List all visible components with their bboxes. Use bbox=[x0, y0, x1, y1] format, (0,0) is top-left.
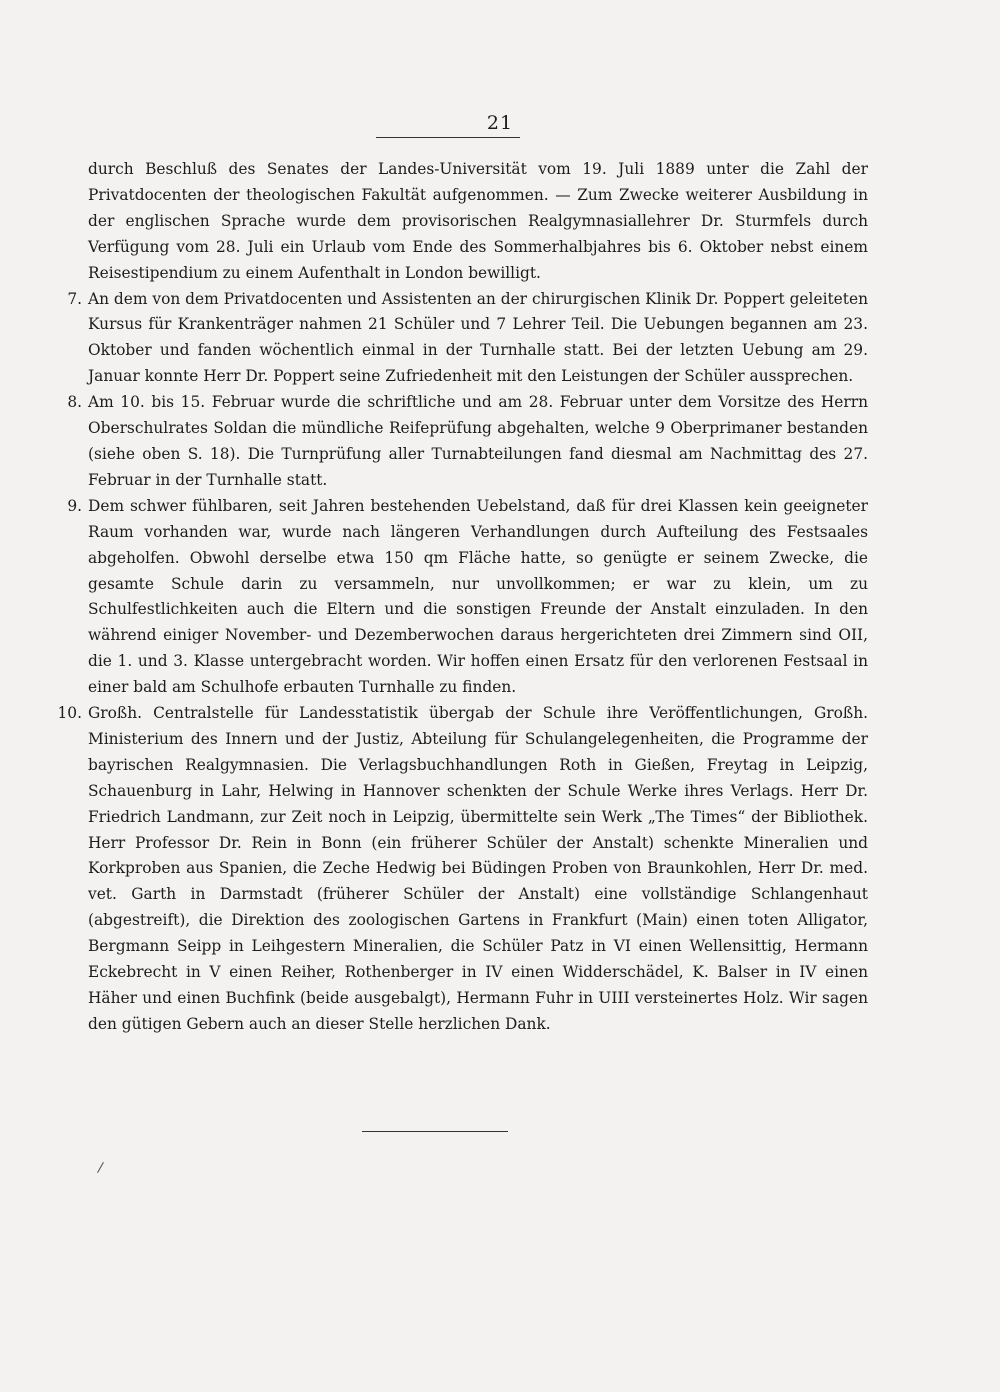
list-item-7 bbox=[67, 287, 868, 391]
list-item-10 bbox=[57, 701, 868, 1038]
item-text: Großh. Centralstelle für Landesstatistik übergab der Schule ihre Veröffentlichungen, Großh. Ministerium des Innern und der Justiz, Abteilung für Schulangelegenheiten, die Programme der bayrischen Realgymnasien. Die Verlagsbuchhandlungen Roth in Gießen, Freytag in Leipzig, Schauenburg in Lahr, Helwing in Hannover schenkten der Schule Werke ihres Verlags. Herr Dr. Friedrich Landmann, zur Zeit noch in Leipzig, übermittelte sein Werk „The Times“ der Bibliothek. Herr Professor Dr. Rein in Bonn (ein früherer Schüler der Anstalt) schenkte Mineralien und Korkproben aus Spanien, die Zeche Hedwig bei Büdingen Proben von Braunkohlen, Herr Dr. med. vet. Garth in Darmstadt (früherer Schüler der Anstalt) eine vollständige Schlangenhaut (abgestreift), die Direktion des zoologischen Gartens in Frankfurt (Main) einen toten Alligator, Bergmann Seipp in Leihgestern Mineralien, die Schüler Patz in VI einen Wellensittig, Hermann Eckebrecht in V einen Reiher, Rothenberger in IV einen Widderschädel, K. Balser in IV einen Häher und einen Buchfink (beide ausgebalgt), Hermann Fuhr in UIII versteinertes Holz. Wir sagen den gütigen Gebern auch an dieser Stelle herzlichen Dank. bbox=[88, 704, 868, 1033]
item-number: 7. bbox=[67, 289, 82, 308]
intro-paragraph: durch Beschluß des Senates der Landes-Universität vom 19. Juli 1889 unter die Zahl der Privatdocenten der theologischen Fakultät aufgenommen. — Zum Zwecke weiterer Ausbildung in der englischen Sprache wurde dem provisorischen Realgymnasiallehrer Dr. Sturmfels durch Verfügung vom 28. Juli ein Urlaub vom Ende des Sommerhalbjahres bis 6. Oktober nebst einem Reisestipendium zu einem Aufenthalt in London bewilligt. bbox=[88, 160, 868, 282]
item-text: Dem schwer fühlbaren, seit Jahren bestehenden Uebelstand, daß für drei Klassen kein geeigneter Raum vorhanden war, wurde nach längeren Verhandlungen durch Aufteilung des Festsaales abgeholfen. Obwohl derselbe etwa 150 qm Fläche hatte, so genügte er seinem Zwecke, die gesamte Schule darin zu versammeln, nur unvollkommen; er war zu klein, um zu Schulfestlichkeiten auch die Eltern und die sonstigen Freunde der Anstalt einzuladen. In den während einiger November- und Dezemberwochen daraus hergerichteten drei Zimmern sind OII, die 1. und 3. Klasse untergebracht worden. Wir hoffen einen Ersatz für den verlorenen Festsaal in einer bald am Schulhofe erbauten Turnhalle zu finden. bbox=[88, 496, 868, 697]
item-number: 9. bbox=[67, 496, 82, 515]
item-number: 8. bbox=[67, 393, 82, 412]
stray-pen-mark: / bbox=[96, 1159, 105, 1177]
page-number: 21 bbox=[486, 112, 514, 134]
item-text: Am 10. bis 15. Februar wurde die schriftliche und am 28. Februar unter dem Vorsitze des Herrn Oberschulrates Soldan die mündliche Reifeprüfung abgehalten, welche 9 Oberprimaner bestanden (siehe oben S. 18). Die Turnprüfung aller Turnabteilungen fand diesmal am Nachmittag des 27. Februar in der Turnhalle statt. bbox=[88, 393, 868, 489]
header-rule bbox=[376, 137, 520, 138]
list-item-8 bbox=[67, 390, 868, 494]
item-text: An dem von dem Privatdocenten und Assistenten an der chirurgischen Klinik Dr. Poppert geleiteten Kursus für Krankenträger nahmen 21 Schüler und 7 Lehrer Teil. Die Uebungen begannen am 23. Oktober und fanden wöchentlich einmal in der Turnhalle statt. Bei der letzten Uebung am 29. Januar konnte Herr Dr. Poppert seine Zufriedenheit mit den Leistungen der Schüler aussprechen. bbox=[88, 289, 868, 386]
body-text bbox=[57, 157, 868, 1038]
footer-rule bbox=[362, 1131, 508, 1132]
list-item-9 bbox=[67, 494, 868, 701]
item-number: 10. bbox=[57, 704, 82, 723]
